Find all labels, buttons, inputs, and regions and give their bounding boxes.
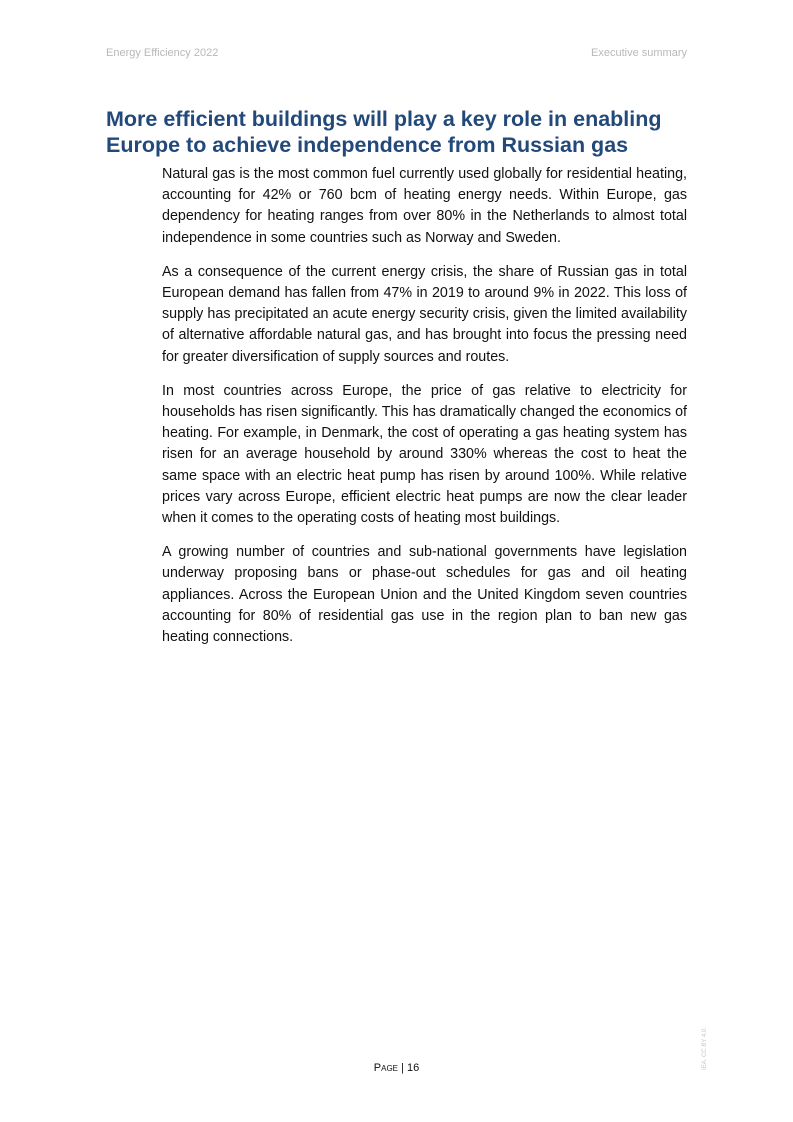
running-header (106, 47, 687, 59)
body-text (162, 164, 687, 661)
paragraph-natural-gas: Natural gas is the most common fuel currently used globally for residential heating, accounting for 42% or 760 bcm of heating energy needs. Within Europe, gas dependency for heating ranges from over 80% in the Netherlands to almost total independence in some countries such as Norway and Sweden. (162, 166, 687, 246)
paragraph-energy-crisis: As a consequence of the current energy crisis, the share of Russian gas in total European demand has fallen from 47% in 2019 to around 9% in 2022. This loss of supply has precipitated an acute energy security crisis, given the limited availability of alternative affordable natural gas, and has brought into focus the pressing need for greater diversification of supply sources and routes. (162, 263, 687, 365)
header-section-title: Executive summary (591, 47, 687, 59)
section-heading (106, 106, 696, 158)
page-number (0, 1062, 793, 1074)
paragraph-legislation: A growing number of countries and sub-national governments have legislation underway proposing bans or phase-out schedules for gas and oil heating appliances. Across the European Union and the United Kingdom seven countries accounting for 80% of residential gas use in the region plan to ban new gas heating connections. (162, 544, 687, 646)
license-mark: IEA. CC BY 4.0. (702, 1027, 708, 1070)
header-report-title: Energy Efficiency 2022 (106, 47, 219, 59)
page-separator: | (398, 1062, 407, 1074)
page-label: Page (373, 1062, 398, 1074)
section-heading-line-2: Europe to achieve independence from Russian gas (106, 133, 629, 157)
section-heading-line-1: More efficient buildings will play a key role in enabling (106, 107, 662, 131)
paragraph-gas-prices: In most countries across Europe, the price of gas relative to electricity for households has risen significantly. This has dramatically changed the economics of heating. For example, in Denmark, the cost of operating a gas heating system has risen for an average household by around 330% whereas the cost to heat the same space with an electric heat pump has risen by around 100%. While relative prices vary across Europe, efficient electric heat pumps are now the clear leader when it comes to the operating costs of heating most buildings. (162, 382, 687, 527)
page-number-value: 16 (406, 1062, 420, 1074)
